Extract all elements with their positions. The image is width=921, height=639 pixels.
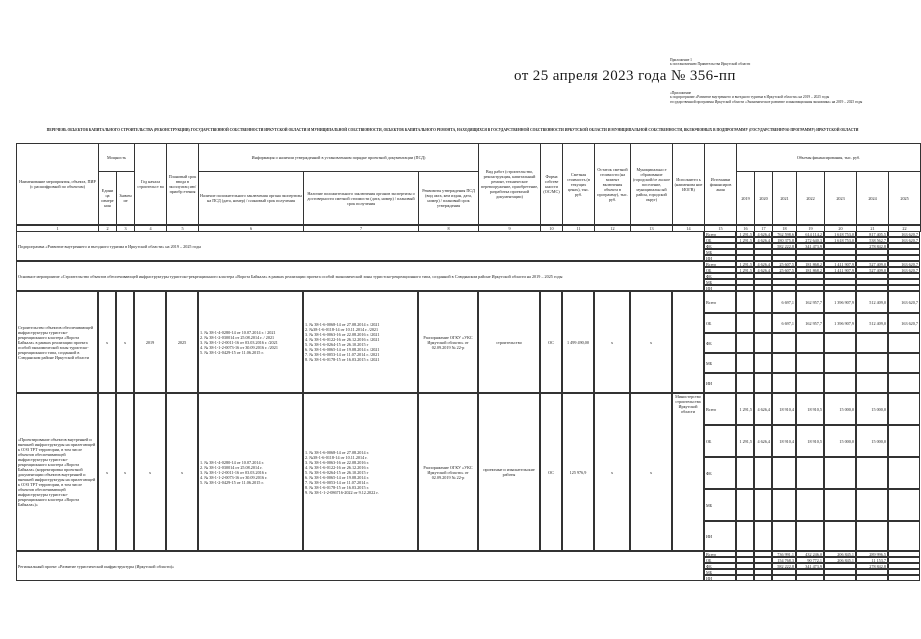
financing-value: 817 405,5 [856,231,888,237]
financing-value: 163 620,7 [888,313,920,333]
financing-value: 15 000,0 [856,393,888,425]
financing-value: 4 626,4 [754,393,772,425]
financing-value [754,457,772,489]
column-number: 14 [673,226,705,232]
financing-value [824,521,856,551]
column-number: 20 [825,226,857,232]
object2-remainder: х [594,393,630,551]
financing-value: 1 291,5 [736,425,754,457]
column-number: 10 [541,226,563,232]
financing-value [888,457,920,489]
financing-value [856,521,888,551]
source-label: ОБ [704,425,736,457]
header-remainder: Остаток сметной стоимости (на момент включения объекта в программу), тыс. руб. [595,144,631,225]
financing-value: 181 868,2 [796,261,824,267]
financing-value: 15 000,0 [824,393,856,425]
financing-value [888,521,920,551]
financing-value: 162 957,7 [796,313,824,333]
header-expert-cost: Наличие положительного заключения органов экспертизы о достоверности сметной стоимости (дата, номер) / плановый срок получения [304,172,419,225]
column-number: 9 [479,226,541,232]
financing-value [772,373,796,393]
financing-value [736,521,754,551]
financing-value: 582 222,8 [772,563,796,569]
object2-work-type: проектные и изыскательские работы [478,393,540,551]
decree-date-line: от 25 апреля 2023 года № 356-пп [514,68,736,84]
object2-expert-psd: 1. № 38-1-4-0280-14 от 10.07.2014 г. 2. № 38-1-2-030014 от 25.08.2014 г. 3. № 38-1-1-2-0011-16 от 03.03.2016 г. 4. № 38-1-1-2-0073-16 от 30.09.2016 г. 5. № 38-1-2-0429-15 от 11.06.2015 г. [198,393,303,551]
financing-value [888,353,920,373]
financing-value [772,489,796,521]
financing-value [796,353,824,373]
column-number: 21 [857,226,889,232]
header-year-2019: 2019 [737,172,755,225]
financing-value: 278 842,8 [856,243,888,249]
regional-project-label: Региональный проект «Развитие туристической инфраструктуры (Иркутской области)» [16,551,704,581]
financing-value: 527 409,0 [856,267,888,273]
financing-value [856,333,888,353]
header-municipality: Муниципально е образование (городской/се льское поселение, муниципальн ый район, городской округ) [631,144,673,225]
financing-value: 18 910,4 [772,393,796,425]
financing-value: 163 620,7 [888,291,920,313]
source-label: ИИ [704,373,736,393]
subprogram-label: Подпрограмма «Развитие внутреннего и въездного туризма в Иркутской области» на 2019 – 2025 годы [16,231,704,261]
financing-value: 1 291,5 [736,237,754,243]
object1-name: Строительство объектов обеспечивающей инфраструктуры туристско-рекреационного кластера «Ворота Байкала» в рамках реализации проекта особой экономической зоны туристско-рекреационного типа, созданной в Слюдянском районе Иркутской области [16,291,98,393]
financing-value: 15 000,0 [824,425,856,457]
financing-value: 614 114,2 [796,231,824,237]
financing-value [824,353,856,373]
financing-value [772,575,796,581]
main-event-label: Основное мероприятие «Строительство объектов обеспечивающей инфраструктуры туристско-рекреационного кластера «Ворота Байкала» в рамках реализации проекта особой экономической зоны туристско-рекреационного типа, созданной в Слюдянском районе Иркутской области на 2019 – 2025 годы [16,261,704,291]
source-label: Всего [704,261,736,267]
financing-value [888,333,920,353]
financing-value [736,373,754,393]
source-label: ФБ [704,563,736,569]
source-label: МБ [704,569,736,575]
object2-requisites: Распоряжение ОГКУ «УКС Иркутской области» от 02.09.2019 № 22-р [418,393,478,551]
header-volumes: Объемы финансирования, тыс. руб. [737,144,921,172]
column-number: 4 [135,226,167,232]
object2-municipality: х [630,393,672,551]
financing-value: 18 910,4 [772,425,796,457]
financing-value: 341 473,9 [796,563,824,569]
source-label: ИИ [704,285,736,291]
column-number: 5 [167,226,199,232]
source-label: ОБ [704,267,736,273]
financing-value: 432 246,0 [796,551,824,557]
object1-cost: 1 499 490,00 [562,291,594,393]
financing-value: 163 620,7 [888,231,920,237]
table-header [16,143,921,225]
financing-value: 1 291,5 [736,261,754,267]
header-year-2022: 2022 [797,172,825,225]
financing-value [856,353,888,373]
object2-plan-year: х [166,393,198,551]
financing-value [736,291,754,313]
financing-value: 1 396 907,9 [824,313,856,333]
object1-ownership: ОС [540,291,562,393]
appendix-note: Приложение 1 к постановлению Правительства Иркутской области [670,58,751,67]
financing-value [888,393,920,425]
column-number: 11 [563,226,595,232]
object1-plan-year: 2025 [166,291,198,393]
financing-value [754,313,772,333]
header-year-2021: 2021 [773,172,797,225]
financing-value [824,489,856,521]
financing-value: 1 396 907,9 [824,291,856,313]
object2-name: «Проектирование объектов внутренней и внешней инфраструктуры на прилегающей к ОЭЗ ТРТ территории, в том числе объектов обеспечивающей инфраструктуры туристско-рекреационного кластера «Ворота Байкала» (корректировка проектной документации объектов внутренней и внешней инфраструктуры на прилегающей к ОЭЗ ТРТ территории, в том числе объектов обеспечивающей инфраструктуры туристско-рекреационного кластера «Ворота Байкала»)» [16,393,98,551]
financing-value [856,457,888,489]
financing-value [754,291,772,313]
financing-value [824,457,856,489]
financing-value [736,313,754,333]
financing-value [754,373,772,393]
column-number: 17 [755,226,773,232]
financing-value [796,521,824,551]
source-label: ОБ [704,557,736,563]
source-label: Всего [704,291,736,313]
financing-value: 25 607,5 [772,267,796,273]
table-body [16,231,918,581]
header-unit: Едини ца измере ния [99,172,117,225]
financing-value: 11 153,7 [856,557,888,563]
column-number: 19 [797,226,825,232]
financing-value: 1 291,5 [736,231,754,237]
header-expert-psd: Наличие положительного заключения органа экспертизы на ПСД (дата, номер) / плановый срок получения [199,172,304,225]
header-requisites: Реквизиты утверждения ПСД (вид акта, кем издан, дата, номер) / плановый срок утверждения [419,172,479,225]
object2-cost: 125 976,9 [562,393,594,551]
financing-value [856,575,888,581]
financing-value: 538 562,7 [856,237,888,243]
financing-value: 180 375,8 [772,237,796,243]
source-label: ИИ [704,255,736,261]
object1-municipality: х [630,291,672,393]
financing-value [736,333,754,353]
header-value: Значен ие [117,172,135,225]
header-year-2025: 2025 [889,172,921,225]
financing-value [736,575,754,581]
financing-value [796,575,824,581]
financing-value: 4 626,4 [754,267,772,273]
object2-unit: х [98,393,116,551]
source-label: ФБ [704,333,736,353]
header-sources: Источники финансиров ания [705,144,737,225]
financing-value: 4 626,4 [754,237,772,243]
financing-value: 1 291,5 [736,267,754,273]
financing-value: 512 409,0 [856,291,888,313]
object2-executor: Министерство строительства Иркутской области [672,393,704,551]
financing-value [754,521,772,551]
source-label: МБ [704,353,736,373]
financing-value [824,333,856,353]
source-label: МБ [704,249,736,255]
financing-value [796,373,824,393]
object1-expert-cost: 1. № 38-1-6-0068-14 от 27.08.2014 г. /2021 2. №38-1-6-0118-14 от 10.11.2014 г. /2021 3. № 38-1-6-0063-16 от 22.08.2016 г. /2021 4. № 38-1-6-0122-16 от 26.12.2016 г. /2021 5. № 38-1-6-0264-15 от 26.10.2015 г 6. № 38-1-6-0065-14 от 19.08.2014 г. /2021 7. № 38-1-6-0053-14 от 11.07.2014 г. /2021 8. № 38-1-6-0178-15 от 16.03.2015 г. /2021 [303,291,418,393]
source-label: Всего [704,231,736,237]
financing-value [754,575,772,581]
financing-value [888,425,920,457]
financing-value [796,489,824,521]
header-year-2020: 2020 [755,172,773,225]
financing-value: 25 607,5 [772,261,796,267]
header-power: Мощность [99,144,135,172]
financing-value: 163 620,7 [888,237,920,243]
object2-expert-cost: 1. № 38-1-6-0068-14 от 27.08.2014 г. 2. №38-1-6-0118-14 от 10.11.2014 г. 3. № 38-1-6-0063-16 от 22.08.2016 г. 4. № 38-1-6-0122-16 от 26.12.2016 г. 5. № 38-1-6-0264-15 от 26.10.2015 г 6. № 38-1-6-0065-14 от 19.08.2014 г. 7. № 38-1-6-0053-14 от 11.07.2014 г. 8. № 38-1-6-0178-15 от 16.03.2015 г. 9. № 38-1-1-2-086716-2022 от 9.12.2022 г. [303,393,418,551]
financing-value [856,373,888,393]
financing-value: 4 626,4 [754,425,772,457]
financing-value [824,575,856,581]
column-number: 12 [595,226,631,232]
source-label: ИИ [704,521,736,551]
column-number: 13 [631,226,673,232]
object1-expert-psd: 1. № 38-1-4-0280-14 от 10.07.2014 г. / 2021 2. № 38-1-2-030014 от 25.08.2014 г. / 2021 3. № 38-1-1-2-0011-16 от 03.03.2016 г. /2021 4. № 38-1-1-2-0073-16 от 30.09.2016 г. /2021 5. № 38-1-2-0429-15 от 11.06.2015 г. [198,291,303,393]
column-number: 3 [117,226,135,232]
column-number: 6 [199,226,304,232]
header-year-2024: 2024 [857,172,889,225]
header-psd-info: Информация о наличии утвержденной в установленном порядке проектной документации (ПСД) [199,144,479,172]
source-label: МБ [704,489,736,521]
column-number: 22 [889,226,921,232]
financing-value: 278 842,8 [856,563,888,569]
header-executor: Исполнител ь (наименова ние ИОГВ) [673,144,705,225]
object2-start-year: х [134,393,166,551]
header-year-2023: 2023 [825,172,857,225]
header-ownership: Форма собстве нности (ОС/МС) [541,144,563,225]
financing-value: 15 000,0 [856,425,888,457]
financing-value: 18 910,5 [796,393,824,425]
header-start-year: Год начала строительст ва [135,144,167,225]
object1-start-year: 2019 [134,291,166,393]
financing-value [772,457,796,489]
object2-value: х [116,393,134,551]
object1-value: х [116,291,134,393]
object1-unit: х [98,291,116,393]
source-label: Всего [704,551,736,557]
financing-value: 206 845,1 [824,557,856,563]
source-label: МБ [704,279,736,285]
column-number: 1 [17,226,99,232]
financing-value [772,353,796,373]
object1-requisites: Распоряжение ОГКУ «УКС Иркутской области» от 02.09.2019 № 22-р [418,291,478,393]
financing-value [824,373,856,393]
object2-ownership: ОС [540,393,562,551]
financing-value: 162 957,7 [796,291,824,313]
financing-value [796,457,824,489]
column-number: 7 [304,226,419,232]
financing-value: 90 772,1 [796,557,824,563]
financing-value [888,575,920,581]
source-label: ФБ [704,243,736,249]
financing-value: 4 626,4 [754,231,772,237]
source-label: ФБ [704,273,736,279]
financing-value: 181 868,2 [796,267,824,273]
source-label: ИИ [704,575,736,581]
column-number: 16 [737,226,755,232]
header-cost: Сметная стоимость (в текущих ценах), тыс. руб. [563,144,595,225]
financing-value: 206 845,1 [824,551,856,557]
header-name: Наименование мероприятия, объекта, ПИР (с расшифровкой по объектам) [17,144,99,225]
source-label: ОБ [704,237,736,243]
source-label: Всего [704,393,736,425]
financing-value: 6 697,1 [772,291,796,313]
financing-value: 163 620,7 [888,261,920,267]
object1-executor [672,291,704,393]
financing-value [754,333,772,353]
financing-value [856,489,888,521]
financing-value: 762 598,6 [772,231,796,237]
financing-value: 341 473,9 [796,243,824,249]
object1-work-type: строительство [478,291,540,393]
financing-value: 582 222,8 [772,243,796,249]
financing-value: 1 618 753,0 [824,237,856,243]
financing-value [772,521,796,551]
financing-value: 512 409,0 [856,313,888,333]
financing-value [736,457,754,489]
column-number: 15 [705,226,737,232]
financing-value: 154 768,3 [772,557,796,563]
financing-value [796,333,824,353]
header-plan-year: Плановый срок ввода в эксплуатац ию/приобр етения [167,144,199,225]
column-number: 8 [419,226,479,232]
object1-remainder: х [594,291,630,393]
financing-value: 6 697,1 [772,313,796,333]
financing-value: 1 411 907,9 [824,267,856,273]
financing-value: 1 291,5 [736,393,754,425]
financing-value: 272 640,3 [796,237,824,243]
financing-value: 163 620,7 [888,267,920,273]
financing-value: 18 910,5 [796,425,824,457]
financing-value [888,489,920,521]
subprogram-appendix-note: «Приложение к подпрограмме «Развитие внутреннего и въездного туризма в Иркутской области» на 2019 – 2025 годы государственной программы Иркутской области «Экономическое развитие и инновационная экономика» на 2019 – 2025 годы [670,91,863,104]
financing-value [736,489,754,521]
header-work-type: Вид работ (строительство, реконструкция, капитальный ремонт, техническое перевооружение, приобретение, разработка проектной документации) [479,144,541,225]
financing-value [754,489,772,521]
source-label: ФБ [704,457,736,489]
column-number: 18 [773,226,797,232]
financing-value: 1 411 907,9 [824,261,856,267]
financing-value: 1 618 753,0 [824,231,856,237]
financing-value: 736 991,1 [772,551,796,557]
financing-value [754,353,772,373]
source-label: ОБ [704,313,736,333]
financing-value: 4 626,4 [754,261,772,267]
financing-value [736,353,754,373]
document-title: ПЕРЕЧЕНЬ ОБЪЕКТОВ КАПИТАЛЬНОГО СТРОИТЕЛЬСТВА (РЕКОНСТРУКЦИИ) ГОСУДАРСТВЕННОЙ СОБСТВЕННОСТИ ИРКУТСКОЙ ОБЛАСТИ И МУНИЦИПАЛЬНОЙ СОБСТВЕННОСТИ, ОБЪЕКТОВ КАПИТАЛЬНОГО РЕМОНТА, НАХОДЯЩИХСЯ В ГОСУДАРСТВЕННОЙ СОБСТВЕННОСТИ ИРКУТСКОЙ ОБЛАСТИ И МУНИЦИПАЛЬНОЙ СОБСТВЕННОСТИ, ВКЛЮЧЕННЫХ В ПОДПРОГРАММУ (ГОСУДАРСТВЕННУЮ ПРОГРАММУ) ИРКУТСКОЙ ОБЛАСТИ [46,128,859,132]
column-number: 2 [99,226,117,232]
financing-value: 527 409,0 [856,261,888,267]
financing-value [772,333,796,353]
financing-value: 289 996,5 [856,551,888,557]
financing-value [888,373,920,393]
